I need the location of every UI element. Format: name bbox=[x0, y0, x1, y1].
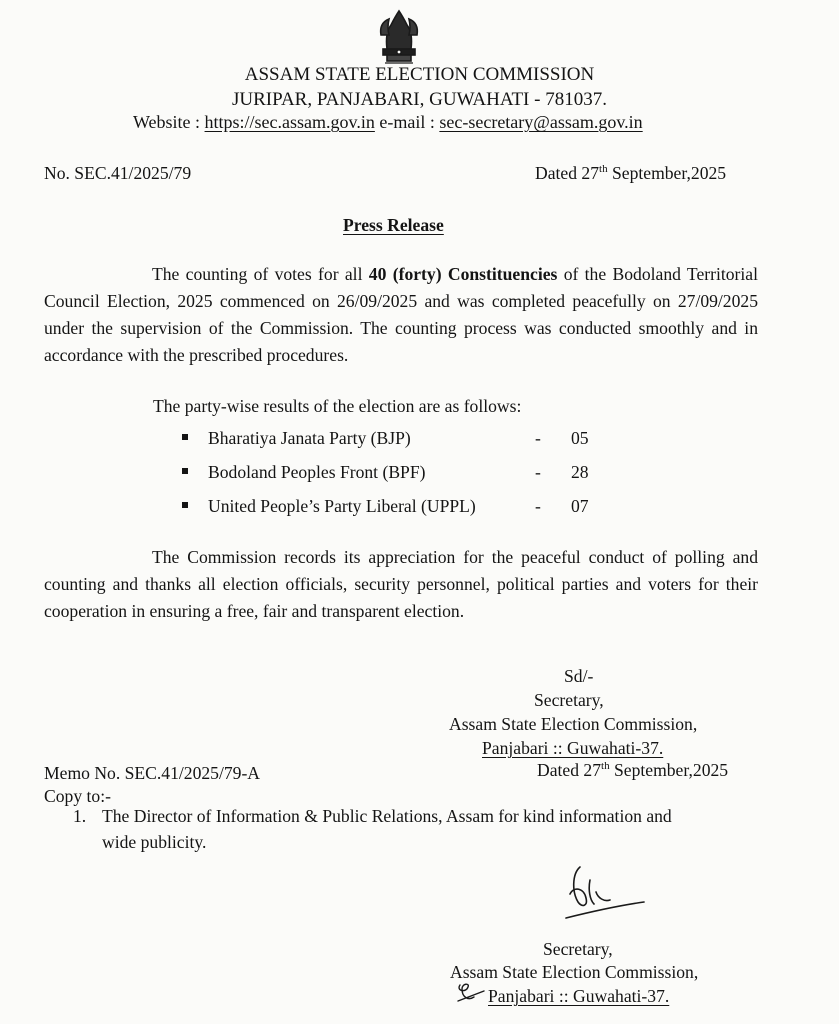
copy-to-label: Copy to:- bbox=[44, 786, 111, 806]
handwritten-signature bbox=[560, 862, 650, 922]
bullet-icon bbox=[182, 468, 188, 474]
memo-number: Memo No. SEC.41/2025/79-A bbox=[44, 763, 261, 783]
result-dash: - bbox=[535, 428, 541, 448]
party-seats: 05 bbox=[571, 428, 589, 448]
party-seats: 28 bbox=[571, 462, 589, 482]
initial-mark-icon bbox=[454, 981, 490, 1005]
copy-item-line-1: The Director of Information & Public Relations, Assam for kind information and bbox=[102, 806, 672, 826]
signatory-org: Assam State Election Commission, bbox=[449, 714, 698, 734]
signatory-org-2: Assam State Election Commission, bbox=[450, 962, 699, 982]
state-emblem-icon bbox=[373, 5, 425, 67]
results-intro: The party-wise results of the election are as follows: bbox=[153, 396, 522, 416]
result-dash: - bbox=[535, 462, 541, 482]
contact-line bbox=[133, 112, 643, 133]
party-name: Bharatiya Janata Party (BJP) bbox=[208, 428, 411, 448]
bullet-icon bbox=[182, 502, 188, 508]
press-release-title: Press Release bbox=[343, 215, 444, 235]
memo-date: Dated 27th September,2025 bbox=[537, 760, 729, 780]
reference-date: Dated 27th September,2025 bbox=[535, 163, 727, 183]
appreciation-paragraph: The Commission records its appreciation for the peaceful conduct of polling and counting and thanks all election officials, security personnel, political parties and voters for their cooperation in ensuring a free, fair and transparent election. bbox=[44, 547, 758, 621]
intro-paragraph: The counting of votes for all 40 (forty) Constituencies of the Bodoland Territorial Council Election, 2025 commenced on 26/09/2025 and was completed peacefully on 27/09/2025 under the supervision of the Commission. The counting process was conducted smoothly and in accordance with the prescribed procedures. bbox=[44, 264, 758, 365]
email-label: e-mail : bbox=[379, 112, 435, 132]
signatory-title: Secretary, bbox=[534, 690, 604, 710]
website-label: Website : bbox=[133, 112, 201, 132]
party-name: United People’s Party Liberal (UPPL) bbox=[208, 496, 476, 516]
result-dash: - bbox=[535, 496, 541, 516]
org-name: ASSAM STATE ELECTION COMMISSION bbox=[244, 64, 595, 85]
bullet-icon bbox=[182, 434, 188, 440]
email-link[interactable]: sec-secretary@assam.gov.in bbox=[439, 112, 643, 132]
copy-item-number: 1. bbox=[73, 806, 87, 826]
signatory-place-2: Panjabari :: Guwahati-37. bbox=[488, 986, 670, 1006]
signatory-place: Panjabari :: Guwahati-37. bbox=[482, 738, 664, 758]
constituency-count: 40 (forty) Constituencies bbox=[368, 264, 558, 284]
party-name: Bodoland Peoples Front (BPF) bbox=[208, 462, 426, 482]
copy-item-line-2: wide publicity. bbox=[102, 832, 207, 852]
signatory-title-2: Secretary, bbox=[543, 939, 613, 959]
signed-mark: Sd/- bbox=[564, 666, 594, 686]
website-link[interactable]: https://sec.assam.gov.in bbox=[204, 112, 375, 132]
party-seats: 07 bbox=[571, 496, 589, 516]
reference-number: No. SEC.41/2025/79 bbox=[44, 163, 192, 183]
org-address: JURIPAR, PANJABARI, GUWAHATI - 781037. bbox=[232, 89, 607, 110]
